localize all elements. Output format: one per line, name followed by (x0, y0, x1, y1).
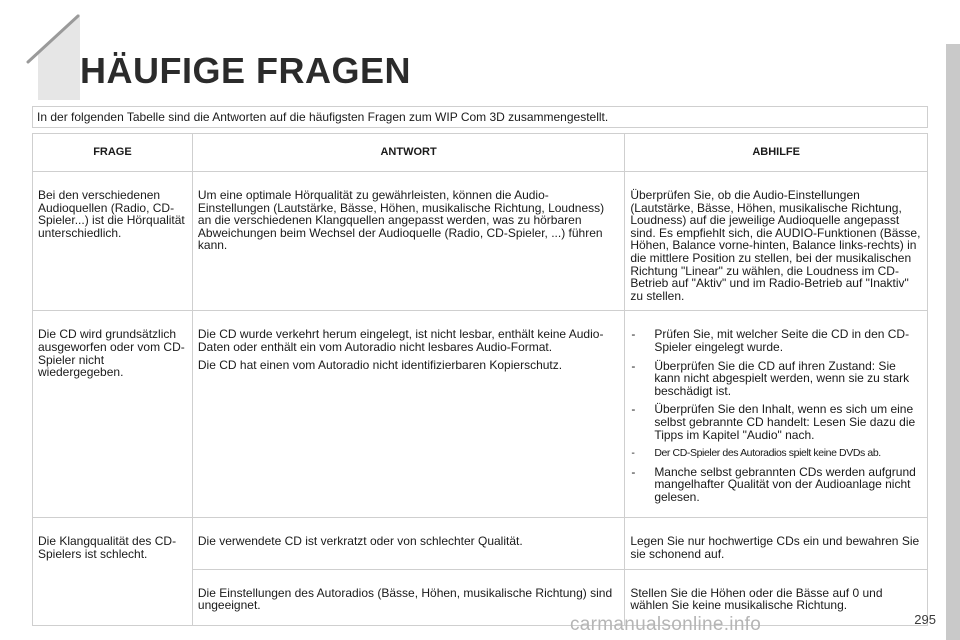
antwort-text: Die Einstellungen des Autoradios (Bässe, Höhen, musikalische Richtung) sind ungeeignet. (197, 585, 613, 613)
antwort-cell (192, 518, 624, 569)
table-header-row (33, 134, 928, 172)
side-tab-bar (946, 44, 960, 640)
frage-cell (33, 311, 193, 518)
abhilfe-text: Stellen Sie die Höhen oder die Bässe auf 0 und wählen Sie keine musikalische Richtung. (630, 585, 883, 613)
list-item: - Überprüfen Sie den Inhalt, wenn es sich um eine selbst gebrannte CD handelt: Lesen Sie dazu die Tipps im Kapitel "Audio" nach. (630, 403, 922, 441)
frage-cell (33, 518, 193, 625)
abhilfe-text: Überprüfen Sie, ob die Audio-Einstellungen (Lautstärke, Bässe, Höhen, musikalische Richtung, Loudness) auf die jeweilige Audioquelle angepasst sind. Es empfiehlt sich, die AUDIO-Funktionen (Bässe, Höhen, Balance vorne-hinten, Balance links-rechts) in die mittlere Position zu stellen, bei der musikalischen Richtung "Linear" zu wählen, die Loudness im CD-Betrieb auf "Aktiv" und im Radio-Betrieb auf "Inaktiv" zu stellen. (630, 188, 921, 303)
abhilfe-list (630, 328, 922, 503)
antwort-cell (192, 172, 624, 311)
antwort-text: Die CD wurde verkehrt herum eingelegt, ist nicht lesbar, enthält keine Audio-Daten oder enthält ein vom Autoradio nicht lesbares Audio-Format. (197, 327, 604, 354)
list-item: - Der CD-Spieler des Autoradios spielt keine DVDs ab. (630, 447, 922, 460)
intro-text: In der folgenden Tabelle sind die Antworten auf die häufigsten Fragen zum WIP Com 3D zusammengestellt. (32, 106, 928, 128)
abhilfe-cell (625, 518, 928, 569)
abhilfe-cell (625, 311, 928, 518)
table-row (33, 518, 928, 569)
antwort-text: Die CD hat einen vom Autoradio nicht identifizierbaren Kopierschutz. (197, 357, 563, 372)
watermark: carmanualsonline.info (570, 614, 762, 635)
faq-table (32, 133, 928, 626)
list-item: - Prüfen Sie, mit welcher Seite die CD in den CD-Spieler eingelegt wurde. (630, 328, 922, 353)
page-number: 295 (914, 612, 936, 627)
antwort-cell (192, 311, 624, 518)
frage-cell (33, 172, 193, 311)
frage-text: Die Klangqualität des CD-Spielers ist schlecht. (38, 534, 177, 562)
antwort-text: Um eine optimale Hörqualität zu gewährleisten, können die Audio-Einstellungen (Lautstärke, Bässe, Höhen, musikalische Richtung, Loudness) an die verschiedenen Klangquellen angepasst werden, was zu hörbaren Abweichungen beim Wechsel der Audioquelle (Radio, CD-Spieler, ...) führen kann. (197, 188, 605, 253)
column-header-frage: FRAGE (33, 134, 193, 172)
antwort-cell (192, 569, 624, 625)
column-header-antwort: ANTWORT (192, 134, 624, 172)
antwort-text: Die verwendete CD ist verkratzt oder von schlechter Qualität. (197, 534, 523, 549)
table-row (33, 311, 928, 518)
frage-text: Die CD wird grundsätzlich ausgeworfen oder vom CD-Spieler nicht wiedergegeben. (38, 327, 185, 380)
abhilfe-cell (625, 172, 928, 311)
page-title: HÄUFIGE FRAGEN (80, 50, 411, 91)
corner-decoration (0, 0, 80, 100)
column-header-abhilfe: ABHILFE (625, 134, 928, 172)
frage-text: Bei den verschiedenen Audioquellen (Radio, CD-Spieler...) ist die Hörqualität unterschiedlich. (38, 188, 185, 240)
abhilfe-text: Legen Sie nur hochwertige CDs ein und bewahren Sie sie schonend auf. (630, 534, 920, 562)
table-row (33, 172, 928, 311)
list-item: - Überprüfen Sie die CD auf ihren Zustand: Sie kann nicht abgespielt werden, wenn sie zu stark beschädigt ist. (630, 360, 922, 398)
list-item: - Manche selbst gebrannten CDs werden aufgrund mangelhafter Qualität von der Audioanlage nicht gelesen. (630, 466, 922, 504)
